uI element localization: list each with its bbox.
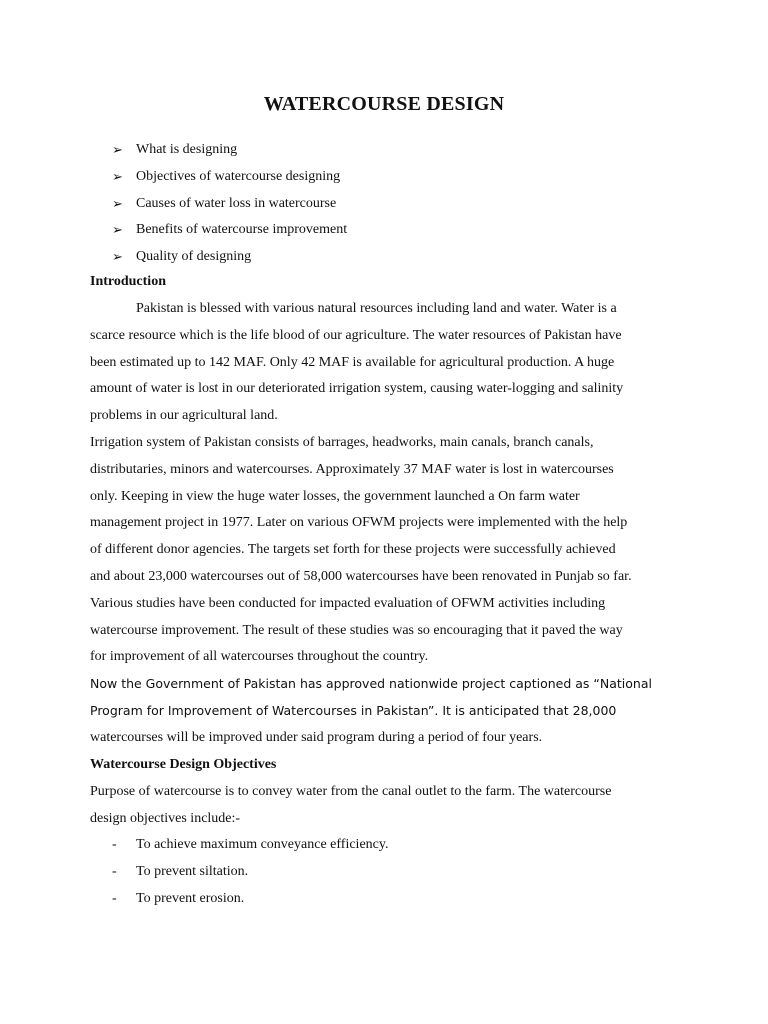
dash-bullet-icon: -: [112, 863, 117, 879]
text-line: distributaries, minors and watercourses. Approximately 37 MAF water is lost in watercourses: [90, 461, 614, 477]
text-line: watercourse improvement. The result of these studies was so encouraging that it paved the way: [90, 622, 623, 638]
arrow-bullet-icon: ➢: [112, 222, 123, 238]
list-item: ➢ Quality of designing: [112, 246, 347, 273]
text-line: Purpose of watercourse is to convey water from the canal outlet to the farm. The watercourse: [90, 784, 612, 799]
topic-bullet-list: [112, 139, 347, 273]
text-line: design objectives include:-: [90, 810, 241, 826]
arrow-bullet-icon: ➢: [112, 195, 123, 211]
text-line: Now the Government of Pakistan has approved nationwide project captioned as “National: [90, 676, 652, 691]
text-line: Various studies have been conducted for impacted evaluation of OFWM activities including: [90, 595, 606, 611]
dash-bullet-icon: -: [112, 890, 117, 906]
text-line: Irrigation system of Pakistan consists of barrages, headworks, main canals, branch canals,: [90, 435, 594, 450]
objectives-dash-list: [112, 832, 388, 912]
arrow-bullet-icon: ➢: [112, 168, 123, 184]
list-item: ➢ Objectives of watercourse designing: [112, 166, 347, 193]
list-item: ➢ Causes of water loss in watercourse: [112, 193, 347, 220]
text-line: Pakistan is blessed with various natural resources including land and water. Water is a: [136, 301, 617, 316]
text-line: scarce resource which is the life blood of our agriculture. The water resources of Pakistan have: [90, 327, 622, 343]
introduction-paragraph-1: [90, 296, 680, 430]
introduction-paragraph-2: [90, 430, 680, 671]
list-item: ➢ Benefits of watercourse improvement: [112, 219, 347, 246]
text-line: only. Keeping in view the huge water losses, the government launched a On farm water: [90, 488, 580, 504]
list-item: - To prevent erosion.: [112, 886, 388, 913]
dash-bullet-icon: -: [112, 837, 117, 852]
objectives-heading: Watercourse Design Objectives: [90, 757, 277, 772]
arrow-bullet-icon: ➢: [112, 142, 123, 157]
objectives-paragraph: [90, 779, 680, 833]
introduction-paragraph-3: [90, 671, 680, 751]
text-line: problems in our agricultural land.: [90, 408, 278, 424]
introduction-heading: Introduction: [90, 274, 166, 289]
list-item: - To prevent siltation.: [112, 859, 388, 886]
text-line: of different donor agencies. The targets set forth for these projects were successfully achieved: [90, 542, 616, 558]
text-line: management project in 1977. Later on various OFWM projects were implemented with the help: [90, 515, 628, 531]
text-line: and about 23,000 watercourses out of 58,000 watercourses have been renovated in Punjab so far.: [90, 568, 632, 584]
list-item: ➢ What is designing: [112, 139, 347, 166]
text-line: Program for Improvement of Watercourses in Pakistan”. It is anticipated that 28,000: [90, 702, 617, 718]
text-line: been estimated up to 142 MAF. Only 42 MAF is available for agricultural production. A huge: [90, 354, 615, 370]
text-line: watercourses will be improved under said program during a period of four years.: [90, 729, 543, 745]
text-line: amount of water is lost in our deteriorated irrigation system, causing water-logging and salinity: [90, 381, 624, 397]
page-title: WATERCOURSE DESIGN: [263, 93, 505, 115]
arrow-bullet-icon: ➢: [112, 249, 123, 265]
list-item: - To achieve maximum conveyance efficiency.: [112, 832, 388, 859]
text-line: for improvement of all watercourses throughout the country.: [90, 649, 429, 665]
